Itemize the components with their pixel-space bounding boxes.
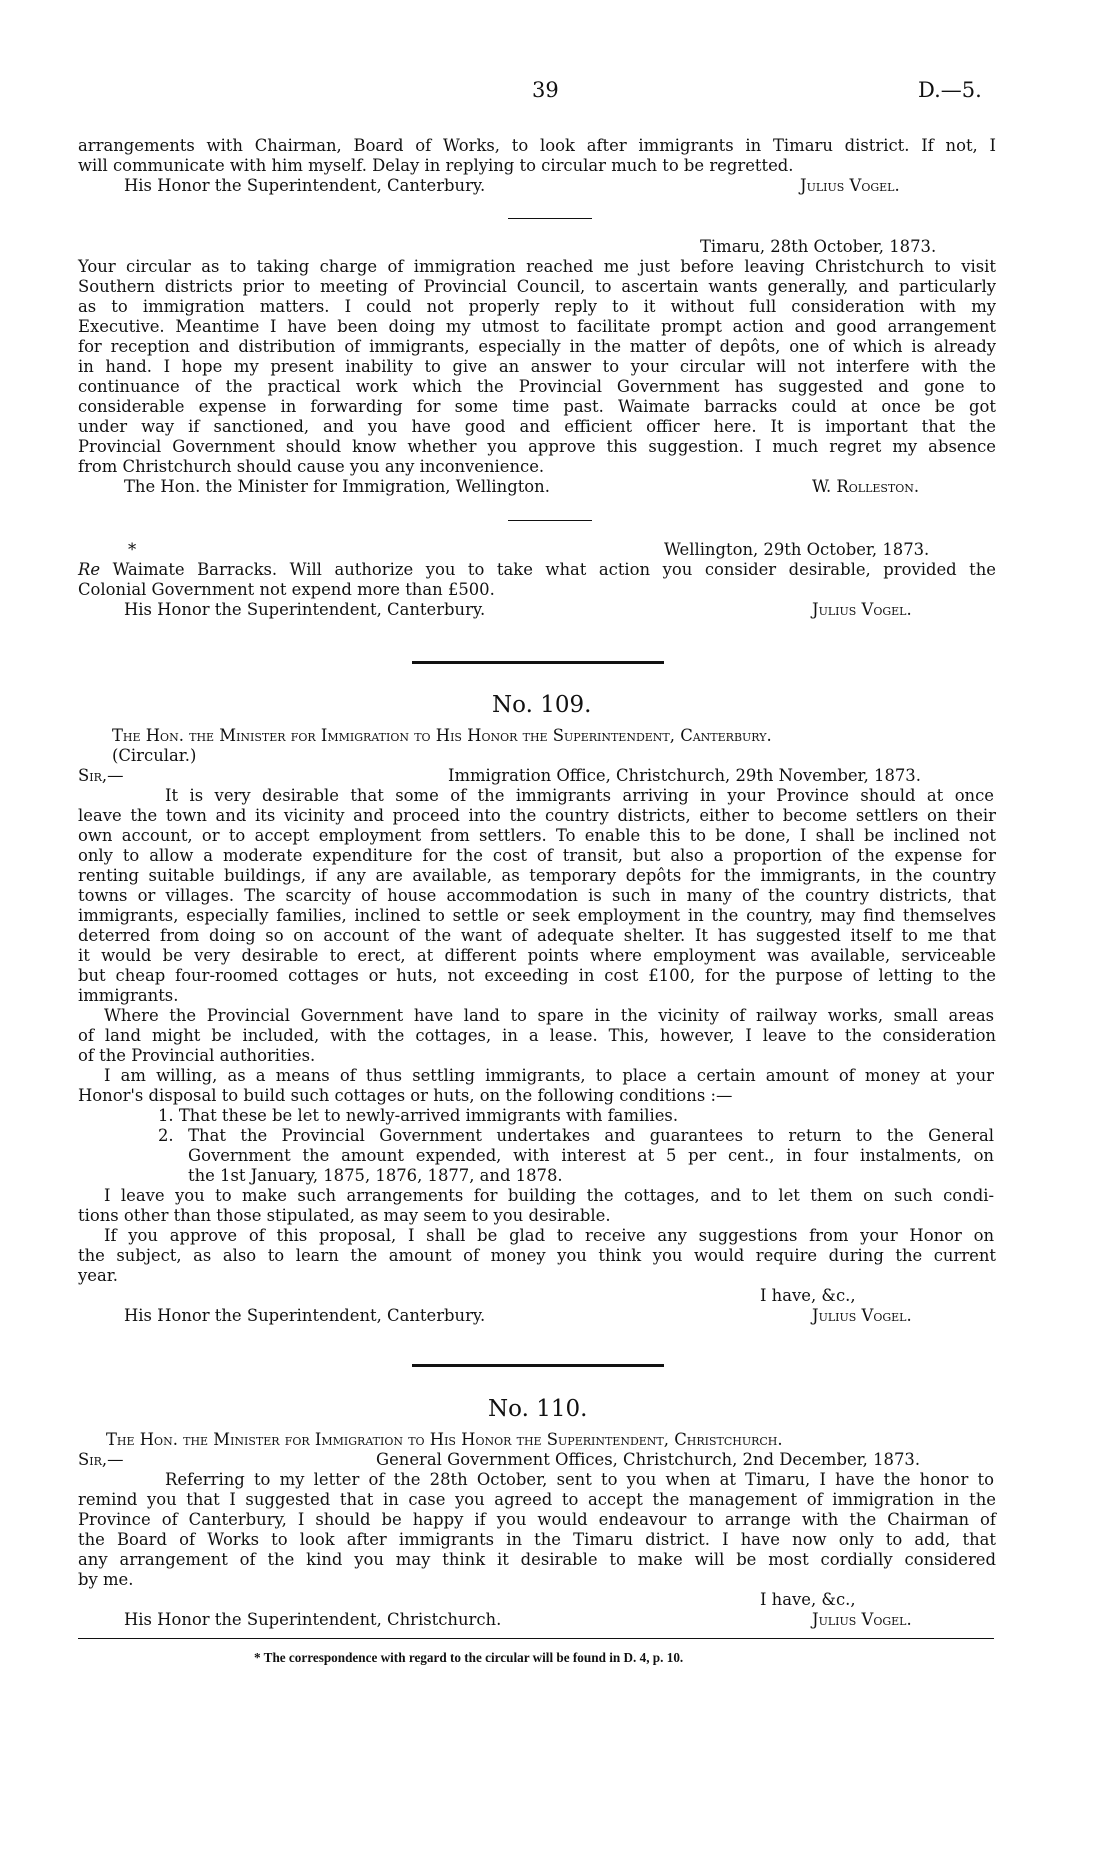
- letter1-addressee: His Honor the Superintendent, Canterbury.: [124, 176, 486, 195]
- footnote: * The correspondence with regard to the circular will be found in D. 4, p. 10.: [254, 1650, 684, 1665]
- no109-p5-line2: the subject, as also to learn the amount of money you think you would require during the current: [78, 1246, 996, 1265]
- section-title-110: No. 110.: [488, 1396, 588, 1422]
- no109-dateline: Immigration Office, Christchurch, 29th November, 1873.: [448, 766, 921, 785]
- letter3-line1: [78, 560, 996, 580]
- no109-p1-line: towns or villages. The scarcity of house accommodation is such in many of the country districts, that: [78, 886, 996, 905]
- no109-p3-line1: I am willing, as a means of thus settling immigrants, to place a certain amount of money at your: [104, 1066, 994, 1085]
- no110-last-line: by me.: [78, 1570, 134, 1589]
- no109-circular: (Circular.): [112, 746, 197, 765]
- no109-condition-2-cont: Government the amount expended, with interest at 5 per cent., in four instalments, on: [188, 1146, 994, 1165]
- letter3-line1-text: Waimate Barracks. Will authorize you to take what action you consider desirable, provided the: [100, 560, 996, 579]
- no109-condition-1: 1. That these be let to newly-arrived immigrants with families.: [158, 1106, 679, 1125]
- thick-rule: [412, 1364, 664, 1367]
- letter2-line: Executive. Meantime I have been doing my utmost to facilitate prompt action and good arrangement: [78, 317, 996, 336]
- no109-addressee: His Honor the Superintendent, Canterbury.: [124, 1306, 486, 1325]
- no109-p5-last: year.: [78, 1266, 118, 1285]
- short-rule: [508, 218, 592, 219]
- no110-line: Referring to my letter of the 28th October, sent to you when at Timaru, I have the honor to: [165, 1470, 994, 1489]
- section-title-109: No. 109.: [492, 692, 592, 718]
- no109-p1-line: deterred from doing so on account of the want of adequate shelter. It has suggested itself to me that: [78, 926, 996, 945]
- letter2-line: under way if sanctioned, and you have good and efficient officer here. It is important that the: [78, 417, 996, 436]
- no109-p1-line: It is very desirable that some of the immigrants arriving in your Province should at once: [165, 786, 994, 805]
- page-number: 39: [532, 78, 559, 102]
- no109-p1-last: immigrants.: [78, 986, 179, 1005]
- no109-p1-line: only to allow a moderate expenditure for the cost of transit, but also a proportion of the expense for: [78, 846, 996, 865]
- letter2-addressee: The Hon. the Minister for Immigration, Wellington.: [124, 477, 550, 496]
- letter2-line: Provincial Government should know whether you approve this suggestion. I much regret my absence: [78, 437, 996, 456]
- letter1-signature: Julius Vogel.: [800, 176, 900, 195]
- no110-line: the Board of Works to look after immigrants in the Timaru district. I have now only to add, that: [78, 1530, 996, 1549]
- no109-closing: I have, &c.,: [760, 1286, 856, 1305]
- no109-signature: Julius Vogel.: [812, 1306, 912, 1325]
- no109-p2-line: Where the Provincial Government have land to spare in the vicinity of railway works, small areas: [104, 1006, 994, 1025]
- no109-p2-line: of land might be included, with the cottages, in a lease. This, however, I leave to the consideration: [78, 1026, 996, 1045]
- letter2-line: in hand. I hope my present inability to give an answer to your circular will not interfere with the: [78, 357, 996, 376]
- re-label: Re: [78, 560, 101, 579]
- no110-closing: I have, &c.,: [760, 1590, 856, 1609]
- no109-condition-2-cont: the 1st January, 1875, 1876, 1877, and 1878.: [188, 1166, 563, 1185]
- letter3-signature: Julius Vogel.: [812, 600, 912, 619]
- letter2-line: Your circular as to taking charge of immigration reached me just before leaving Christchurch to visit: [78, 257, 996, 276]
- letter2-line: Southern districts prior to meeting of Provincial Council, to ascertain wants generally, and particularly: [78, 277, 996, 296]
- no109-condition-2: 2. That the Provincial Government undertakes and guarantees to return to the General: [158, 1126, 994, 1145]
- no109-p4-last: tions other than those stipulated, as may seem to you desirable.: [78, 1206, 611, 1225]
- no109-p1-line: but cheap four-roomed cottages or huts, not exceeding in cost £100, for the purpose of letting to the: [78, 966, 996, 985]
- letter1-line1: arrangements with Chairman, Board of Works, to look after immigrants in Timaru district. If not, I: [78, 136, 996, 155]
- no110-addressee: His Honor the Superintendent, Christchurch.: [124, 1610, 502, 1629]
- no109-p1-line: it would be very desirable to erect, at different points where employment was available, serviceable: [78, 946, 996, 965]
- footnote-asterisk: *: [128, 540, 137, 559]
- no109-p1-line: renting suitable buildings, if any are available, as temporary depôts for the immigrants, in the country: [78, 866, 996, 885]
- letter2-last-line: from Christchurch should cause you any inconvenience.: [78, 457, 545, 476]
- document-ref: D.—5.: [918, 78, 982, 102]
- no110-signature: Julius Vogel.: [812, 1610, 912, 1629]
- letter3-line2: Colonial Government not expend more than £500.: [78, 580, 495, 599]
- no110-heading: The Hon. the Minister for Immigration to His Honor the Superintendent, Christchurch.: [106, 1430, 783, 1449]
- no109-p1-line: immigrants, especially families, inclined to settle or seek employment in the country, may find themselves: [78, 906, 996, 925]
- letter3-dateline: Wellington, 29th October, 1873.: [664, 540, 930, 559]
- no109-p5-line1: If you approve of this proposal, I shall be glad to receive any suggestions from your Honor on: [104, 1226, 994, 1245]
- letter2-line: considerable expense in forwarding for some time past. Waimate barracks could at once be got: [78, 397, 996, 416]
- no110-dateline: General Government Offices, Christchurch, 2nd December, 1873.: [376, 1450, 921, 1469]
- no110-salutation: Sir,—: [78, 1450, 124, 1469]
- letter2-dateline: Timaru, 28th October, 1873.: [700, 237, 937, 256]
- no109-p1-line: own account, or to accept employment from settlers. To enable this to be done, I shall be inclined not: [78, 826, 996, 845]
- letter2-line: as to immigration matters. I could not properly reply to it without full consideration with my: [78, 297, 996, 316]
- short-rule: [508, 520, 592, 521]
- footnote-rule: [78, 1638, 994, 1639]
- no109-p2-last: of the Provincial authorities.: [78, 1046, 316, 1065]
- thick-rule: [412, 661, 664, 664]
- letter3-addressee: His Honor the Superintendent, Canterbury.: [124, 600, 486, 619]
- no110-line: any arrangement of the kind you may think it desirable to make will be most cordially considered: [78, 1550, 996, 1569]
- no109-p3-last: Honor's disposal to build such cottages or huts, on the following conditions :—: [78, 1086, 733, 1105]
- no109-salutation: Sir,—: [78, 766, 124, 785]
- no110-line: Province of Canterbury, I should be happy if you would endeavour to arrange with the Chairman of: [78, 1510, 996, 1529]
- no109-p4-line1: I leave you to make such arrangements for building the cottages, and to let them on such condi-: [104, 1186, 994, 1205]
- letter2-signature: W. Rolleston.: [812, 477, 920, 496]
- letter2-line: continuance of the practical work which the Provincial Government has suggested and gone to: [78, 377, 996, 396]
- letter1-line2: will communicate with him myself. Delay in replying to circular much to be regretted.: [78, 156, 794, 175]
- letter2-line: for reception and distribution of immigrants, especially in the matter of depôts, one of which is already: [78, 337, 996, 356]
- no109-heading: The Hon. the Minister for Immigration to His Honor the Superintendent, Canterbury.: [112, 726, 772, 745]
- no109-p1-line: leave the town and its vicinity and proceed into the country districts, either to become settlers on their: [78, 806, 996, 825]
- no110-line: remind you that I suggested that in case you agreed to accept the management of immigration in the: [78, 1490, 996, 1509]
